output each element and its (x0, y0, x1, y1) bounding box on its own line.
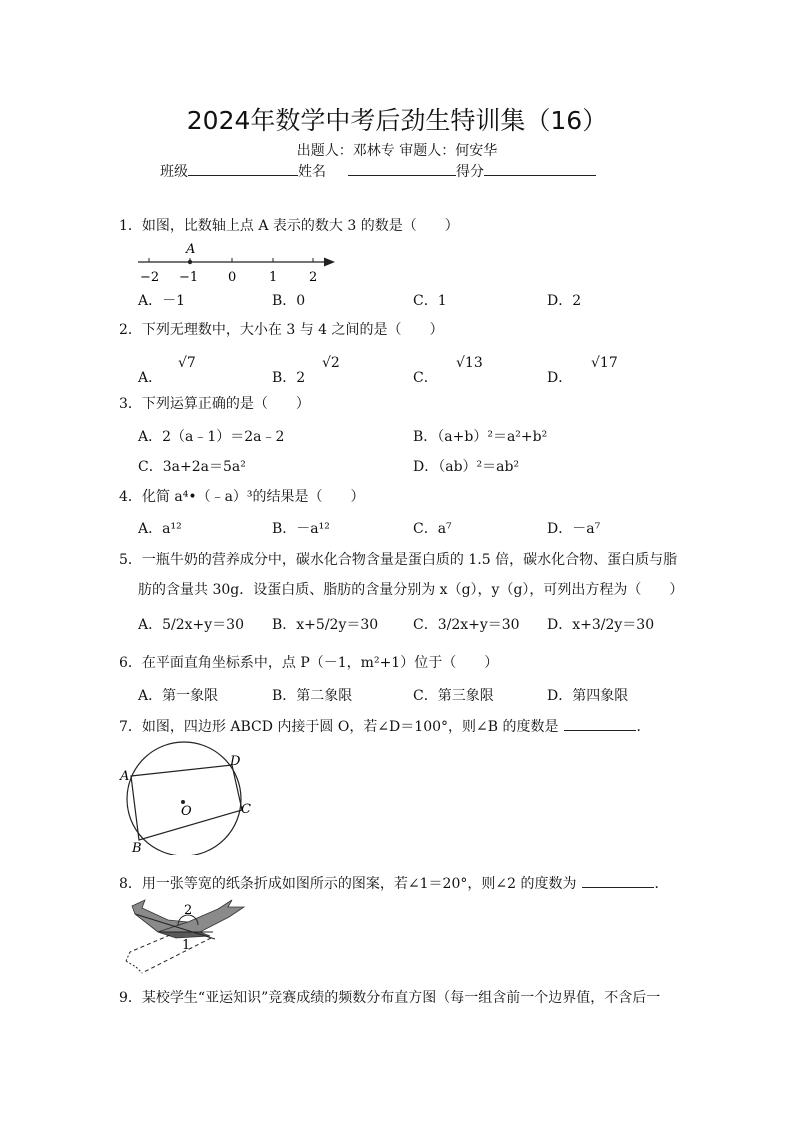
name-label: 姓名 (298, 164, 326, 180)
q3-option-c[interactable]: C．3a+2a＝5a² (138, 459, 246, 475)
q8-answer-blank[interactable] (582, 873, 654, 888)
q1-option-b[interactable]: B．0 (272, 293, 306, 309)
name-blank[interactable] (348, 161, 456, 176)
q1-stem: 1．如图，比数轴上点 A 表示的数大 3 的数是（ ） (119, 218, 459, 234)
point-a-label: A (186, 242, 196, 257)
tick-label: 2 (309, 270, 318, 285)
q6-option-a[interactable]: A．第一象限 (138, 688, 219, 704)
q7-stem-text: 7．如图，四边形 ABCD 内接于圆 O，若∠D＝100°，则∠B 的度数是 (119, 719, 559, 735)
q3-stem: 3．下列运算正确的是（ ） (119, 396, 310, 412)
label-o: O (181, 804, 192, 819)
tick-label: 1 (269, 270, 278, 285)
folded-strip-figure (118, 895, 253, 980)
authors-line: 出题人：邓林专 审题人：何安华 (296, 143, 498, 159)
q2-radical-b: √2 (322, 355, 340, 371)
label-b: B (132, 841, 142, 855)
q2-radical-c: √13 (456, 355, 483, 371)
q1-option-a[interactable]: A．－1 (138, 293, 186, 309)
class-blank[interactable] (188, 161, 298, 176)
label-c: C (241, 802, 251, 817)
q7-answer-blank[interactable] (564, 716, 636, 731)
label-d: D (230, 754, 241, 769)
tick-label: −1 (179, 270, 199, 285)
q5-option-b[interactable]: B．x+5/2y＝30 (272, 617, 379, 633)
class-label: 班级 (160, 164, 188, 180)
q5-stem-line2: 肪的含量共 30g．设蛋白质、脂肪的含量分别为 x（g），y（g），可列出方程为（ ） (138, 582, 684, 598)
q2-option-c[interactable]: C． (413, 370, 438, 386)
q3-option-b[interactable]: B．（a+b）²＝a²+b² (413, 429, 548, 445)
info-line (160, 161, 596, 181)
q5-option-d[interactable]: D．x+3/2y＝30 (547, 617, 655, 633)
q6-option-c[interactable]: C．第三象限 (413, 688, 494, 704)
number-line-figure (130, 240, 340, 285)
q2-option-b[interactable]: B．2 (272, 370, 306, 386)
q8-stem: 8．用一张等宽的纸条折成如图所示的图案，若∠1＝20°，则∠2 的度数为 ． (119, 873, 668, 894)
score-blank[interactable] (484, 161, 596, 176)
q3-option-a[interactable]: A．2（a﹣1）＝2a﹣2 (138, 429, 285, 445)
tick-label: −2 (140, 270, 160, 285)
q4-option-a[interactable]: A．a¹² (138, 521, 182, 537)
q4-option-b[interactable]: B．－a¹² (272, 521, 330, 537)
q2-radical-d: √17 (591, 355, 618, 371)
q2-option-d[interactable]: D． (547, 370, 573, 386)
page-title: 2024年数学中考后劲生特训集（16） (186, 106, 608, 135)
q7-stem: 7．如图，四边形 ABCD 内接于圆 O，若∠D＝100°，则∠B 的度数是 ． (119, 716, 650, 737)
tick-label: 0 (228, 270, 237, 285)
q2-radical-a: √7 (178, 355, 196, 371)
q4-option-c[interactable]: C．a⁷ (413, 521, 452, 537)
score-label: 得分 (456, 164, 484, 180)
q6-stem: 6．在平面直角坐标系中，点 P（－1，m²+1）位于（ ） (119, 655, 499, 671)
cyclic-quadrilateral-figure (115, 740, 265, 855)
q6-option-d[interactable]: D．第四象限 (547, 688, 629, 704)
q5-option-a[interactable]: A．5/2x+y＝30 (138, 617, 244, 633)
q2-stem: 2．下列无理数中，大小在 3 与 4 之间的是（ ） (119, 322, 444, 338)
label-a: A (120, 769, 130, 784)
q2-option-a[interactable]: A． (138, 370, 163, 386)
q1-option-c[interactable]: C．1 (413, 293, 447, 309)
q8-stem-text: 8．用一张等宽的纸条折成如图所示的图案，若∠1＝20°，则∠2 的度数为 (119, 876, 577, 892)
q5-option-c[interactable]: C．3/2x+y＝30 (413, 617, 520, 633)
q1-option-d[interactable]: D．2 (547, 293, 582, 309)
q4-stem: 4．化简 a⁴•（﹣a）³的结果是（ ） (119, 489, 365, 505)
angle-1-label: 1 (182, 938, 191, 953)
q9-stem: 9．某校学生“亚运知识”竞赛成绩的频数分布直方图（每一组含前一个边界值，不含后一 (119, 990, 661, 1006)
q6-option-b[interactable]: B．第二象限 (272, 688, 353, 704)
q3-option-d[interactable]: D．（ab）²＝ab² (413, 459, 520, 475)
q4-option-d[interactable]: D．－a⁷ (547, 521, 601, 537)
q5-stem-line1: 5．一瓶牛奶的营养成分中，碳水化合物含量是蛋白质的 1.5 倍，碳水化合物、蛋白质与脂 (119, 552, 678, 568)
angle-2-label: 2 (184, 903, 193, 918)
